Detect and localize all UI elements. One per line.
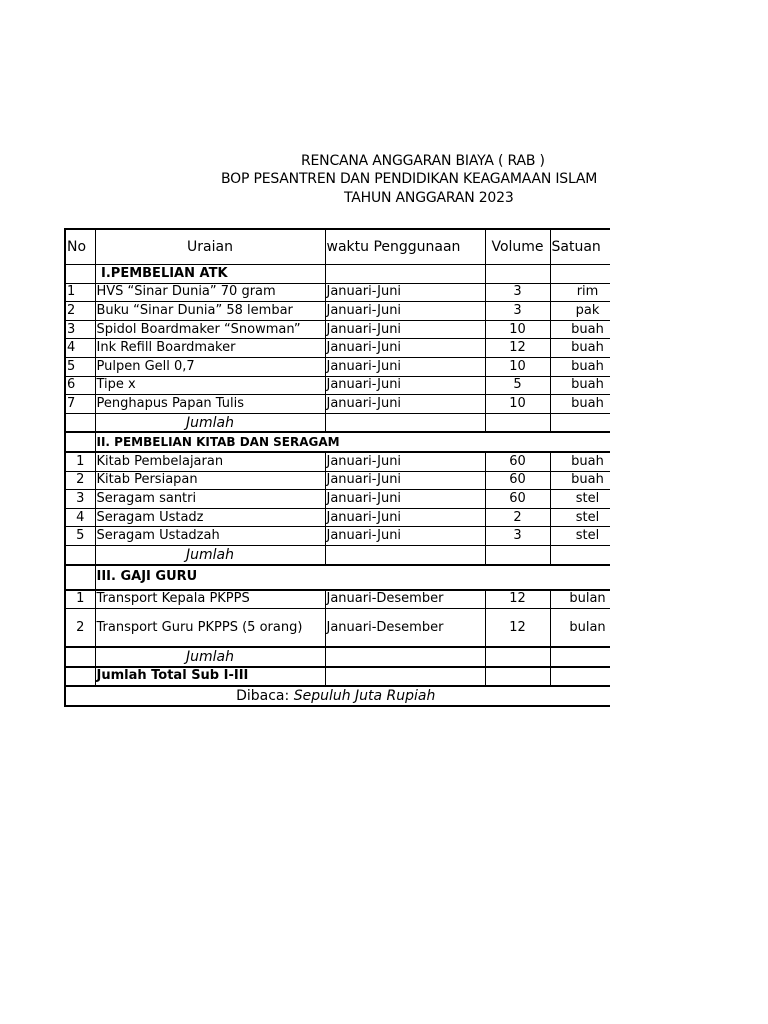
jumlah-row <box>65 413 610 432</box>
document-title-line3: TAHUN ANGGARAN 2023 <box>344 190 514 206</box>
table-row: 1 Transport Kepala PKPPS Januari-Desember 12 bulan <box>65 590 610 609</box>
table-header-row <box>65 229 610 265</box>
section-row <box>65 432 610 452</box>
jumlah-label-1: Jumlah <box>95 413 325 432</box>
jumlah-row <box>65 647 610 667</box>
table-row: 6 Tipe x Januari-Juni 5 buah <box>65 376 610 395</box>
table-row: 5 Seragam Ustadzah Januari-Juni 3 stel <box>65 527 610 546</box>
document-title-line1: RENCANA ANGGARAN BIAYA ( RAB ) <box>301 153 545 169</box>
header-satuan: Satuan <box>550 229 610 265</box>
table-row: 3 Spidol Boardmaker “Snowman” Januari-Juni 10 buah <box>65 320 610 339</box>
table-row: 4 Seragam Ustadz Januari-Juni 2 stel <box>65 508 610 527</box>
table-row: 3 Seragam santri Januari-Juni 60 stel <box>65 490 610 509</box>
table-row: 5 Pulpen Gell 0,7 Januari-Juni 10 buah <box>65 357 610 376</box>
section-title-2: II. PEMBELIAN KITAB DAN SERAGAM <box>95 432 610 452</box>
table-row: 2 Transport Guru PKPPS (5 orang) Januari-Desember 12 bulan <box>65 609 610 648</box>
dibaca-text <box>65 686 610 706</box>
header-no: No <box>65 229 95 265</box>
table-row: 7 Penghapus Papan Tulis Januari-Juni 10 buah <box>65 395 610 414</box>
table-row: 2 Buku “Sinar Dunia” 58 lembar Januari-Juni 3 pak <box>65 302 610 321</box>
dibaca-row <box>65 686 610 706</box>
header-uraian: Uraian <box>95 229 325 265</box>
jumlah-row <box>65 545 610 564</box>
dibaca-label: Dibaca: <box>236 688 290 705</box>
header-waktu: waktu Penggunaan <box>325 229 485 265</box>
jumlah-label-2: Jumlah <box>95 545 325 564</box>
total-label: Jumlah Total Sub I-III <box>95 667 325 687</box>
rab-sheet <box>64 228 610 707</box>
rab-table <box>64 228 610 707</box>
section-row <box>65 265 610 284</box>
table-row: 2 Kitab Persiapan Januari-Juni 60 buah <box>65 471 610 490</box>
section-row <box>65 565 610 590</box>
table-row: 1 HVS “Sinar Dunia” 70 gram Januari-Juni 3 rim <box>65 283 610 302</box>
section-title-3: III. GAJI GURU <box>95 565 610 590</box>
table-row: 1 Kitab Pembelajaran Januari-Juni 60 buah <box>65 452 610 471</box>
section-title-1: I.PEMBELIAN ATK <box>95 265 325 284</box>
total-row <box>65 667 610 687</box>
document-title-line2: BOP PESANTREN DAN PENDIDIKAN KEAGAMAAN ISLAM <box>221 171 598 187</box>
dibaca-amount: Sepuluh Juta Rupiah <box>293 688 436 705</box>
table-row: 4 Ink Refill Boardmaker Januari-Juni 12 buah <box>65 339 610 358</box>
header-volume: Volume <box>485 229 550 265</box>
jumlah-label-3: Jumlah <box>95 647 325 667</box>
